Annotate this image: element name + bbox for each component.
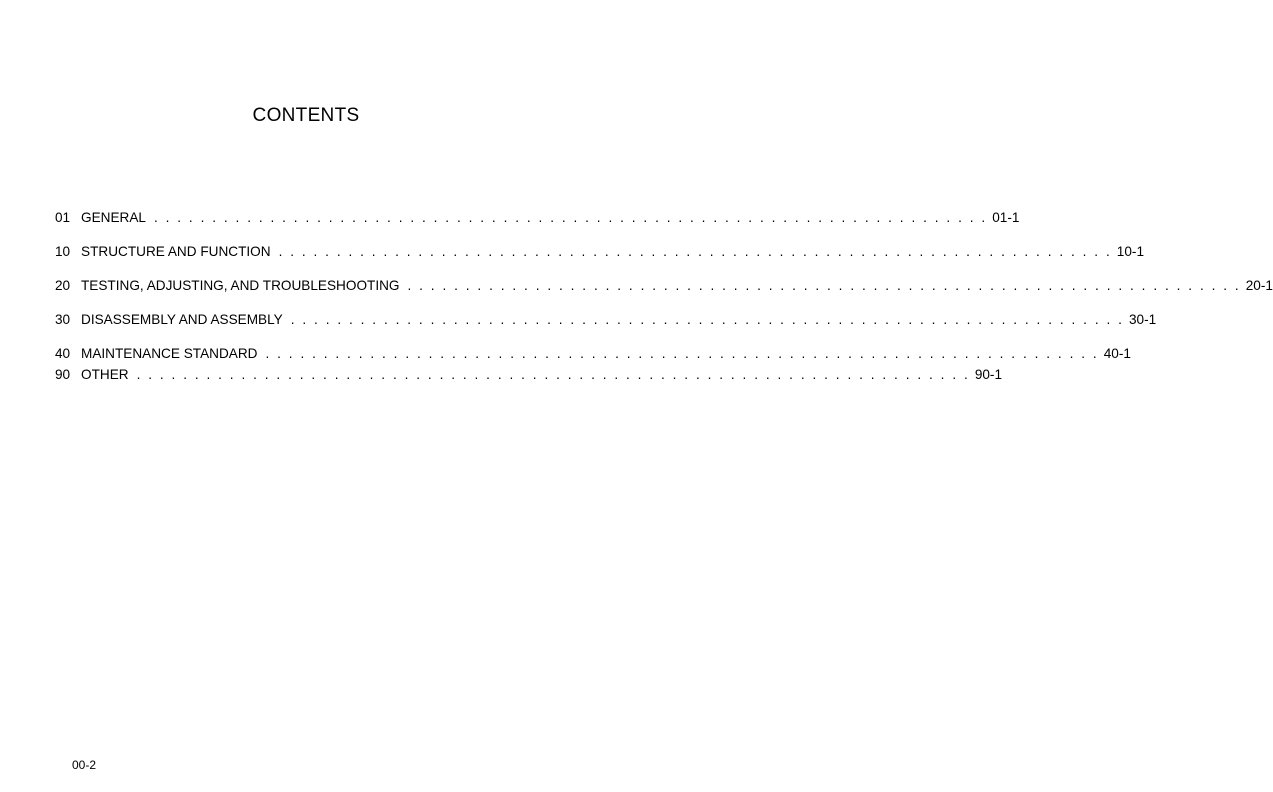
toc-entry-testing-adjusting-troubleshooting[interactable]	[55, 276, 1273, 296]
toc-section-title: TESTING, ADJUSTING, AND TROUBLESHOOTING	[81, 278, 400, 293]
toc-leader-dots: . . . . . . . . . . . . . . . . . . . . . . . . . . . . . . . . . . . . . . . . . . . . . . . . . . . . . . . . . . . . . . . . . . . . . . . .	[153, 210, 988, 225]
toc-section-number: 90	[55, 367, 71, 382]
toc-section-number: 10	[55, 244, 71, 259]
toc-entry-structure-and-function[interactable]	[55, 242, 1145, 262]
toc-page-number: 10-1	[1116, 244, 1145, 259]
toc-leader-dots: . . . . . . . . . . . . . . . . . . . . . . . . . . . . . . . . . . . . . . . . . . . . . . . . . . . . . . . . . . . . . . . . . . . . . . . .	[278, 244, 1112, 259]
toc-page-number: 20-1	[1245, 278, 1273, 293]
toc-section-title: DISASSEMBLY AND ASSEMBLY	[81, 312, 283, 327]
toc-section-title: GENERAL	[81, 210, 146, 225]
toc-entry-maintenance-standard[interactable]	[55, 344, 1131, 364]
toc-page-number: 30-1	[1128, 312, 1157, 327]
toc-section-number: 01	[55, 210, 71, 225]
toc-leader-dots: . . . . . . . . . . . . . . . . . . . . . . . . . . . . . . . . . . . . . . . . . . . . . . . . . . . . . . . . . . . . . . . . . . . . . . . .	[407, 278, 1241, 293]
page-title: CONTENTS	[252, 105, 360, 126]
toc-entry-general[interactable]	[55, 208, 1020, 228]
toc-leader-dots: . . . . . . . . . . . . . . . . . . . . . . . . . . . . . . . . . . . . . . . . . . . . . . . . . . . . . . . . . . . . . . . . . . . . . . . .	[136, 367, 970, 382]
toc-section-number: 40	[55, 346, 71, 361]
toc-page-number: 40-1	[1103, 346, 1131, 361]
toc-section-title: STRUCTURE AND FUNCTION	[81, 244, 271, 259]
toc-entry-other[interactable]	[55, 365, 1003, 385]
toc-section-title: MAINTENANCE STANDARD	[81, 346, 258, 361]
table-of-contents	[55, 208, 1273, 385]
toc-page-number: 01-1	[992, 210, 1020, 225]
toc-page-number: 90-1	[974, 367, 1003, 382]
toc-leader-dots: . . . . . . . . . . . . . . . . . . . . . . . . . . . . . . . . . . . . . . . . . . . . . . . . . . . . . . . . . . . . . . . . . . . . . . . .	[265, 346, 1099, 361]
toc-leader-dots: . . . . . . . . . . . . . . . . . . . . . . . . . . . . . . . . . . . . . . . . . . . . . . . . . . . . . . . . . . . . . . . . . . . . . . . .	[290, 312, 1124, 327]
toc-section-number: 20	[55, 278, 71, 293]
footer-page-number: 00-2	[72, 758, 97, 772]
toc-entry-disassembly-and-assembly[interactable]	[55, 310, 1157, 330]
toc-section-number: 30	[55, 312, 71, 327]
toc-section-title: OTHER	[81, 367, 129, 382]
